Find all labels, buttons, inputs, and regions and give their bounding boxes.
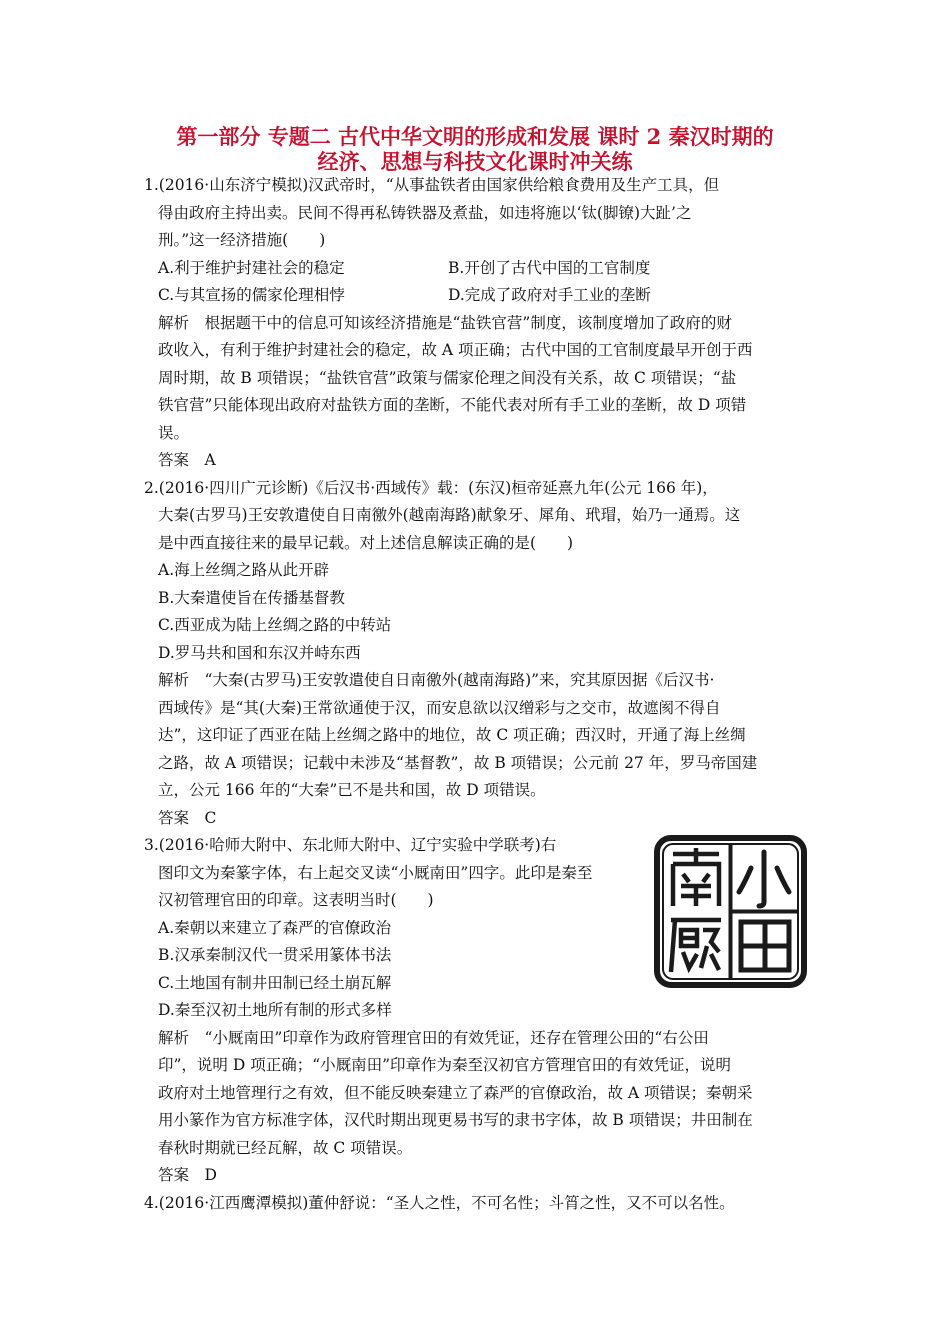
seal-image <box>653 834 808 989</box>
option-c: C.与其宣扬的儒家伦理相悖 <box>158 286 345 304</box>
question-stem: 刑。”这一经济措施( ) <box>158 231 326 249</box>
option-b: B.开创了古代中国的工官制度 <box>448 258 651 277</box>
question-stem: 2.(2016·四川广元诊断)《后汉书·西域传》载：(东汉)桓帝延熹九年(公元 166 年)， <box>144 478 718 497</box>
analysis-line: 西域传》是“其(大秦)王常欲通使于汉，而安息欲以汉缯彩与之交市，故遮阂不得自 <box>158 698 721 717</box>
seal-char-jiu <box>671 920 721 972</box>
question-2 <box>144 475 816 833</box>
analysis-line: 之路，故 A 项错误；记载中未涉及“基督教”，故 B 项错误；公元前 27 年，罗马帝国建 <box>158 753 758 772</box>
analysis-line: 立，公元 166 年的“大秦”已不是共和国，故 D 项错误。 <box>158 781 546 799</box>
option-c: C.土地国有制井田制已经土崩瓦解 <box>158 973 392 992</box>
seal-char-nan <box>673 848 719 906</box>
seal-svg <box>653 834 808 989</box>
question-stem: 3.(2016·哈师大附中、东北师大附中、辽宁实验中学联考)右 <box>144 836 557 854</box>
analysis-line: 达”，这印证了西亚在陆上丝绸之路中的地位，故 C 项正确；西汉时，开通了海上丝绸 <box>158 726 746 744</box>
option-d: D.完成了政府对手工业的垄断 <box>448 286 651 304</box>
analysis-line: 印”，说明 D 项正确；“小厩南田”印章作为秦至汉初官方管理官田的有效凭证，说明 <box>158 1056 732 1074</box>
question-stem: 得由政府主持出卖。民间不得再私铸铁器及煮盐，如违将施以‘钛(脚镣)大趾’之 <box>158 203 692 222</box>
question-stem: 汉初管理官田的印章。这表明当时( ) <box>158 891 434 909</box>
analysis-line: 误。 <box>158 423 190 442</box>
seal-char-tian <box>741 922 789 970</box>
question-stem: 是中西直接往来的最早记载。对上述信息解读正确的是( ) <box>158 533 574 552</box>
option-a: A.利于维护封建社会的稳定 <box>158 258 345 277</box>
option-c: C.西亚成为陆上丝绸之路的中转站 <box>158 616 392 634</box>
question-4 <box>144 1190 816 1218</box>
answer: 答案 A <box>158 451 216 469</box>
title-line-1: 第一部分 专题二 古代中华文明的形成和发展 课时 2 秦汉时期的 <box>176 124 774 149</box>
answer: 答案 C <box>158 808 217 827</box>
analysis-line: 用小篆作为官方标准字体，汉代时期出现更易书写的隶书字体，故 B 项错误；井田制在 <box>158 1111 753 1129</box>
question-stem: 图印文为秦篆字体，右上起交叉读“小厩南田”四字。此印是秦至 <box>158 863 593 882</box>
option-row <box>144 282 816 310</box>
option-b: B.汉承秦制汉代一贯采用篆体书法 <box>158 946 392 964</box>
analysis-line: 政收入，有利于维护封建社会的稳定，故 A 项正确；古代中国的工官制度最早开创于西 <box>158 341 753 359</box>
analysis-line: 政府对土地管理行之有效，但不能反映秦建立了森严的官僚政治，故 A 项错误；秦朝采 <box>158 1083 753 1102</box>
option-d: D.秦至汉初土地所有制的形式多样 <box>158 1001 392 1019</box>
seal-char-xiao <box>739 852 789 906</box>
option-d: D.罗马共和国和东汉并峙东西 <box>158 643 361 662</box>
question-stem: 1.(2016·山东济宁模拟)汉武帝时，“从事盐铁者由国家供给粮食费用及生产工具，但 <box>144 176 720 194</box>
question-stem: 4.(2016·江西鹰潭模拟)董仲舒说：“圣人之性，不可名性；斗筲之性，又不可以名性。 <box>144 1193 735 1212</box>
answer: 答案 D <box>158 1166 217 1184</box>
analysis-line: 周时期，故 B 项错误；“盐铁官营”政策与儒家伦理之间没有关系，故 C 项错误；“盐 <box>158 368 737 387</box>
analysis-line: 解析 “小厩南田”印章作为政府管理官田的有效凭证，还存在管理公田的“右公田 <box>158 1028 709 1047</box>
question-1 <box>144 172 816 475</box>
question-stem: 大秦(古罗马)王安敦遣使自日南徼外(越南海路)献象牙、犀角、玳瑁，始乃一通焉。这 <box>158 506 741 524</box>
analysis-line: 解析 根据题干中的信息可知该经济措施是“盐铁官营”制度，该制度增加了政府的财 <box>158 313 732 332</box>
analysis-line: 春秋时期就已经瓦解，故 C 项错误。 <box>158 1138 413 1157</box>
title-line-2: 经济、思想与科技文化课时冲关练 <box>317 149 633 174</box>
question-list <box>144 172 816 1217</box>
option-b: B.大秦遣使旨在传播基督教 <box>158 588 345 607</box>
option-a: A.秦朝以来建立了森严的官僚政治 <box>158 918 392 937</box>
option-a: A.海上丝绸之路从此开辟 <box>158 561 330 579</box>
option-row <box>144 255 816 283</box>
page-title <box>120 124 830 174</box>
analysis-line: 铁官营”只能体现出政府对盐铁方面的垄断，不能代表对所有手工业的垄断，故 D 项错 <box>158 396 747 414</box>
analysis-line: 解析 “大秦(古罗马)王安敦遣使自日南徼外(越南海路)”来，究其原因据《后汉书· <box>158 671 715 689</box>
